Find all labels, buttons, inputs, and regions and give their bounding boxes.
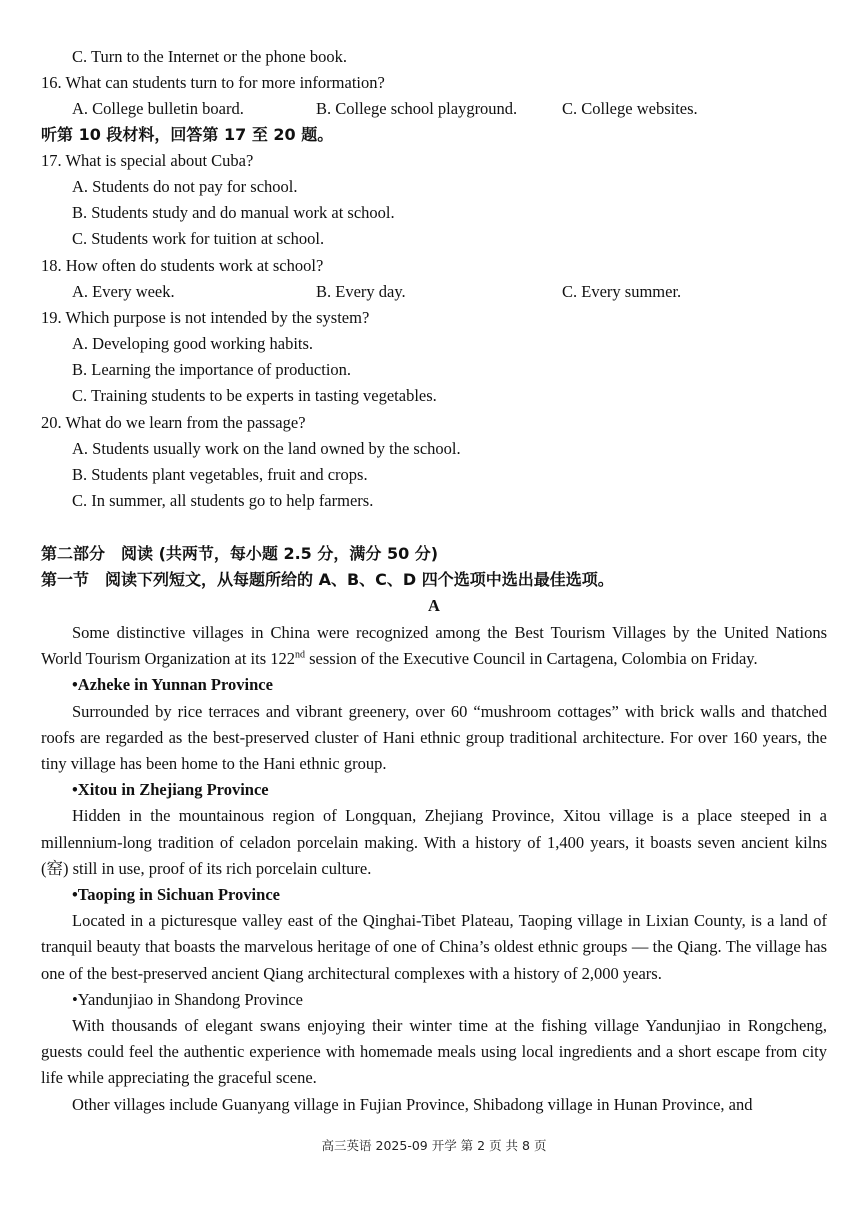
q20-option-a: A. Students usually work on the land owned by the school. bbox=[72, 439, 461, 458]
ordinal-suffix: nd bbox=[295, 649, 306, 661]
village-title-azheke: •Azheke in Yunnan Province bbox=[72, 675, 273, 695]
q20-option-c: C. In summer, all students go to help farmers. bbox=[72, 491, 374, 510]
part2-heading: 第二部分 阅读 (共两节，每小题 2.5 分，满分 50 分) bbox=[41, 544, 439, 563]
intro-text-end: session of the Executive Council in Cartagena, Colombia on Friday. bbox=[305, 649, 758, 669]
q19-option-a: A. Developing good working habits. bbox=[72, 334, 314, 353]
q17-option-b: B. Students study and do manual work at school. bbox=[72, 203, 395, 222]
q19-question: 19. Which purpose is not intended by the system? bbox=[41, 308, 370, 327]
q16-option-c: C. College websites. bbox=[562, 99, 698, 118]
q19-option-b: B. Learning the importance of production. bbox=[72, 360, 352, 379]
village-text-azheke: Surrounded by rice terraces and vibrant greenery, over 60 “mushroom cottages” with brick walls and thatched roofs are regarded as the best-preserved cluster of Hani ethnic group traditional architecture. For over 160 years, the tiny village has been home to the Hani ethnic group. bbox=[41, 701, 827, 774]
q20-option-b: B. Students plant vegetables, fruit and crops. bbox=[72, 465, 368, 484]
village-title-taoping: •Taoping in Sichuan Province bbox=[72, 885, 280, 905]
q16-option-a: A. College bulletin board. bbox=[72, 99, 244, 118]
passage-intro bbox=[41, 620, 827, 672]
q18-option-c: C. Every summer. bbox=[562, 282, 682, 301]
passage-closing: Other villages include Guanyang village in Fujian Province, Shibadong village in Hunan Province, and bbox=[72, 1094, 753, 1114]
q17-option-a: A. Students do not pay for school. bbox=[72, 177, 298, 196]
village-title-yandunjiao: •Yandunjiao in Shandong Province bbox=[72, 989, 303, 1009]
q18-question: 18. How often do students work at school? bbox=[41, 256, 324, 275]
section10-heading: 听第 10 段材料，回答第 17 至 20 题。 bbox=[41, 125, 334, 144]
passage-letter: A bbox=[428, 596, 440, 615]
section1-heading: 第一节 阅读下列短文，从每题所给的 A、B、C、D 四个选项中选出最佳选项。 bbox=[41, 570, 614, 589]
q16-option-b: B. College school playground. bbox=[316, 99, 518, 118]
village-text-taoping: Located in a picturesque valley east of the Qinghai-Tibet Plateau, Taoping village in Lixian County, is a land of tranquil beauty that boasts the marvelous heritage of one of China’s oldest ethnic groups — the Qiang. The village has one of the best-preserved ancient Qiang architectural complexes with a history of 2,000 years. bbox=[41, 911, 827, 983]
village-title-xitou: •Xitou in Zhejiang Province bbox=[72, 780, 269, 800]
page-footer: 高三英语 2025-09 开学 第 2 页 共 8 页 bbox=[321, 1138, 547, 1153]
q15-option-c: C. Turn to the Internet or the phone book. bbox=[72, 47, 347, 66]
q16-question: 16. What can students turn to for more information? bbox=[41, 73, 385, 92]
q18-option-a: A. Every week. bbox=[72, 282, 175, 301]
q20-question: 20. What do we learn from the passage? bbox=[41, 413, 306, 432]
intro-text: Some distinctive villages in China were recognized among the Best Tourism Villages by the United Nations World Tourism Organization at its 122 bbox=[41, 623, 827, 669]
village-text-yandunjiao: With thousands of elegant swans enjoying their winter time at the fishing village Yandunjiao in Rongcheng, guests could feel the authentic experience with homemade meals using local ingredients and a short escape from city life while appreciating the graceful scene. bbox=[41, 1016, 827, 1088]
q18-option-b: B. Every day. bbox=[316, 282, 406, 301]
village-text-xitou: Hidden in the mountainous region of Longquan, Zhejiang Province, Xitou village is a place steeped in a millennium-long tradition of celadon porcelain making. With a history of 1,400 years, it boasts seven ancient kilns (窑) still in use, proof of its rich porcelain culture. bbox=[41, 806, 827, 878]
q17-option-c: C. Students work for tuition at school. bbox=[72, 229, 325, 248]
q19-option-c: C. Training students to be experts in tasting vegetables. bbox=[72, 386, 437, 405]
passage-body bbox=[41, 620, 827, 1118]
q17-question: 17. What is special about Cuba? bbox=[41, 151, 254, 170]
